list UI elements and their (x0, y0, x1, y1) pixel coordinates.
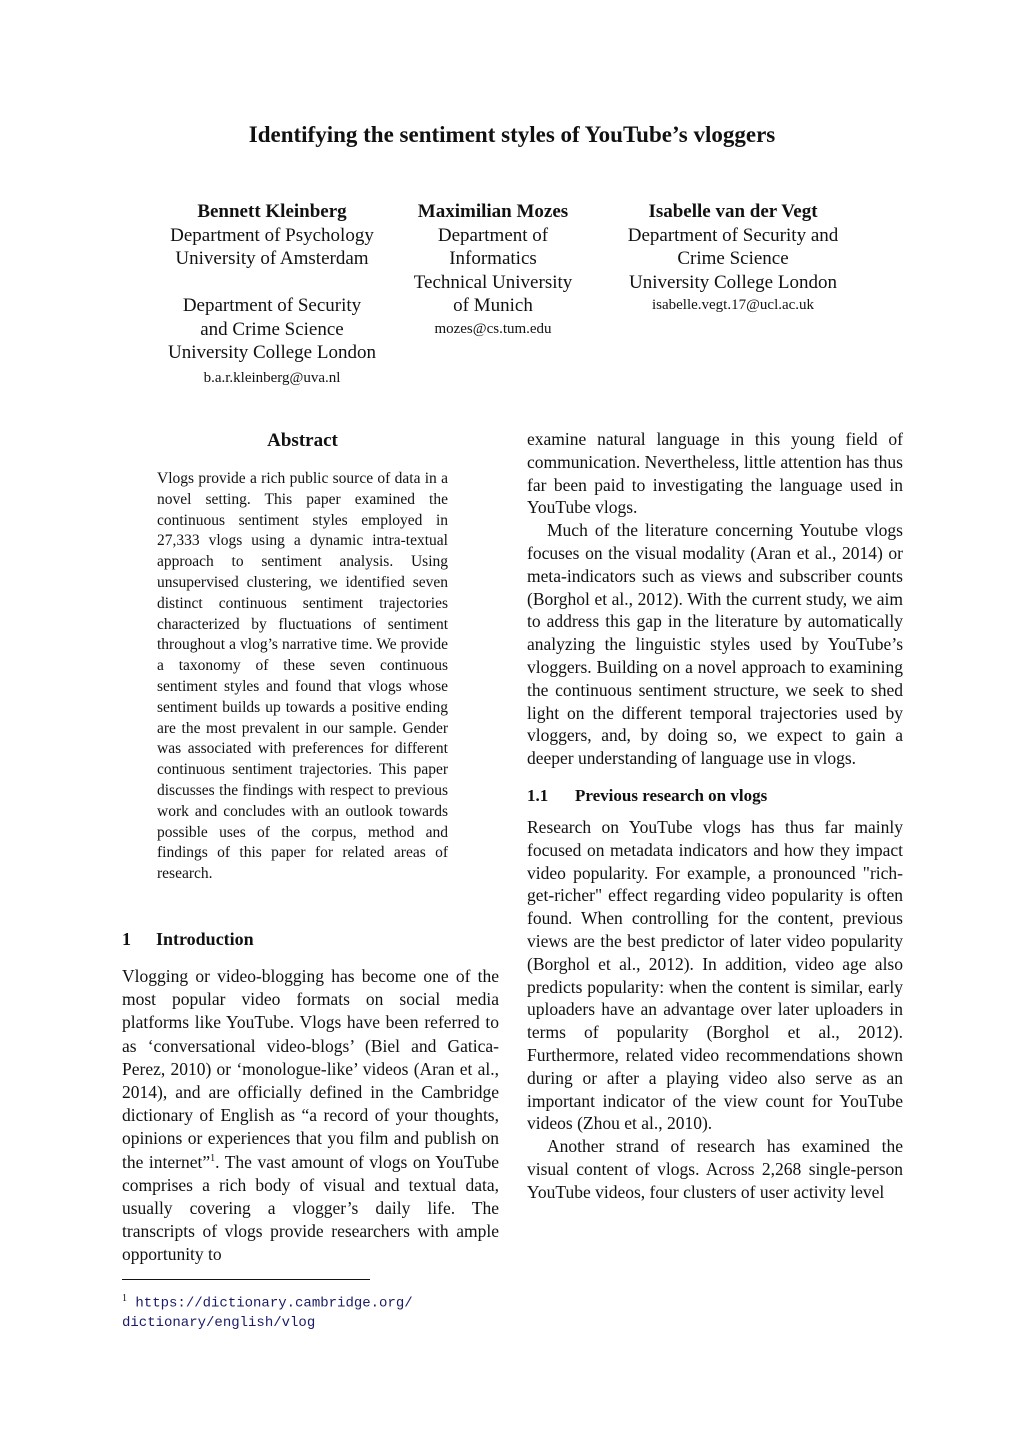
author-email: b.a.r.kleinberg@uva.nl (203, 369, 341, 386)
paper-title: Identifying the sentiment styles of YouTube’s vloggers (248, 122, 776, 147)
footnote-mark: 1 (122, 1293, 127, 1304)
subsection-title: Previous research on vlogs (575, 785, 768, 805)
author-affiliation: and Crime Science (200, 318, 344, 340)
abstract-text: Vlogs provide a rich public source of data in a novel setting. This paper examined the continuous sentiment styles employed in 27,333 vlogs using a dynamic intra-textual approach to sentiment analysis. Using unsupervised clustering, we identified seven distinct continuous sentiment trajectories characterized by fluctuations of sentiment throughout a vlog’s narrative time. We provide a taxonomy of these seven continuous sentiment styles and found that vlogs whose sentiment builds up towards a positive ending are the most prevalent in our sample. Gender was associated with preferences for different continuous sentiment trajectories. This paper discusses the findings with respect to previous work and concludes with an outlook towards possible uses of the corpus, method and findings of this paper for related areas of research. (157, 470, 448, 883)
author-affiliation: Department of Security (182, 295, 362, 316)
intro-paragraph (122, 965, 499, 1267)
section-title: Introduction (156, 929, 254, 949)
author-affiliation: Department of (437, 224, 549, 246)
left-column-body (122, 965, 499, 1267)
footnote (122, 1289, 502, 1333)
author-name: Maximilian Mozes (417, 201, 569, 222)
author-affiliation: Informatics (449, 248, 537, 269)
intro-text: Vlogging or video-blogging has become one of the most popular video formats on social media platforms like YouTube. Vlogs have been referred to as ‘conversational video-blogs’ (Biel and Gatica-Perez, 2010) or ‘monologue-like’ videos (Aran et al., 2014), and are officially defined in the Cambridge dictionary of English as “a record of your thoughts, opinions or experiences that you film and publish on the internet” (122, 966, 499, 1172)
section-number: 1 (122, 929, 131, 949)
section-heading-introduction (122, 927, 254, 951)
author-affiliation: University College London (168, 342, 376, 363)
author-affiliation: University of Amsterdam (175, 248, 369, 269)
footnote-url-line1[interactable]: https://dictionary.cambridge.org/ (135, 1295, 413, 1312)
author-block-kleinberg (147, 200, 397, 389)
author-affiliation: Department of Psychology (170, 224, 374, 246)
author-affiliation: University College London (629, 271, 837, 293)
author-block-van-der-vegt (600, 200, 866, 316)
right-column-body (527, 428, 903, 1204)
abstract-heading: Abstract (267, 430, 338, 451)
intro-paragraph-continued: examine natural language in this young field of communication. Nevertheless, little attention has thus far been paid to investigating the language used in YouTube vlogs. (527, 429, 903, 518)
intro-text: . The vast amount of vlogs on YouTube comprises a rich body of visual and textual data, usually covering a vlogger’s daily life. The transcripts of vlogs provide researchers with ample opportunity to (122, 1151, 499, 1265)
subsection-paragraph: Research on YouTube vlogs has thus far mainly focused on metadata indicators and how they impact video popularity. For example, a pronounced "rich-get-richer" effect regarding video popularity is often found. When controlling for the content, previous views are the best predictor of later video popularity (Borghol et al., 2012). In addition, video age also predicts popularity: when the content is similar, early uploaders have an advantage over later uploaders in terms of popularity (Borghol et al., 2012). Furthermore, related video recommendations shown during or after a playing video also serve as an important indicator of the view count for YouTube videos (Zhou et al., 2010). (527, 816, 903, 1134)
subsection-heading-previous-research (527, 784, 903, 808)
author-name: Isabelle van der Vegt (648, 201, 818, 222)
author-name: Bennett Kleinberg (197, 201, 347, 222)
author-affiliation: Department of Security and (627, 224, 839, 246)
author-affiliation: of Munich (453, 295, 533, 316)
intro-paragraph: Much of the literature concerning Youtube vlogs focuses on the visual modality (Aran et al., 2014) or meta-indicators such as views and subscriber counts (Borghol et al., 2012). With the current study, we aim to address this gap in the literature by automatically analyzing the linguistic styles used by YouTube’s vloggers. Building on a novel approach to examining the continuous sentiment structure, we seek to shed light on the different temporal trajectories used by vloggers, and, by doing so, we expect to gain a deeper understanding of language use in vlogs. (527, 520, 903, 769)
footnote-reference[interactable]: 1 (210, 1152, 216, 1164)
footnote-url-line2[interactable]: dictionary/english/vlog (122, 1314, 316, 1331)
footnote-divider (122, 1279, 370, 1280)
subsection-paragraph: Another strand of research has examined the visual content of vlogs. Across 2,268 single-person YouTube videos, four clusters of user activity level (527, 1136, 903, 1202)
author-affiliation: Crime Science (677, 248, 789, 269)
author-email: isabelle.vegt.17@ucl.ac.uk (651, 297, 815, 313)
author-email: mozes@cs.tum.edu (434, 320, 552, 337)
author-affiliation: Technical University (413, 271, 573, 293)
subsection-number: 1.1 (527, 785, 549, 805)
author-block-mozes (398, 200, 588, 340)
